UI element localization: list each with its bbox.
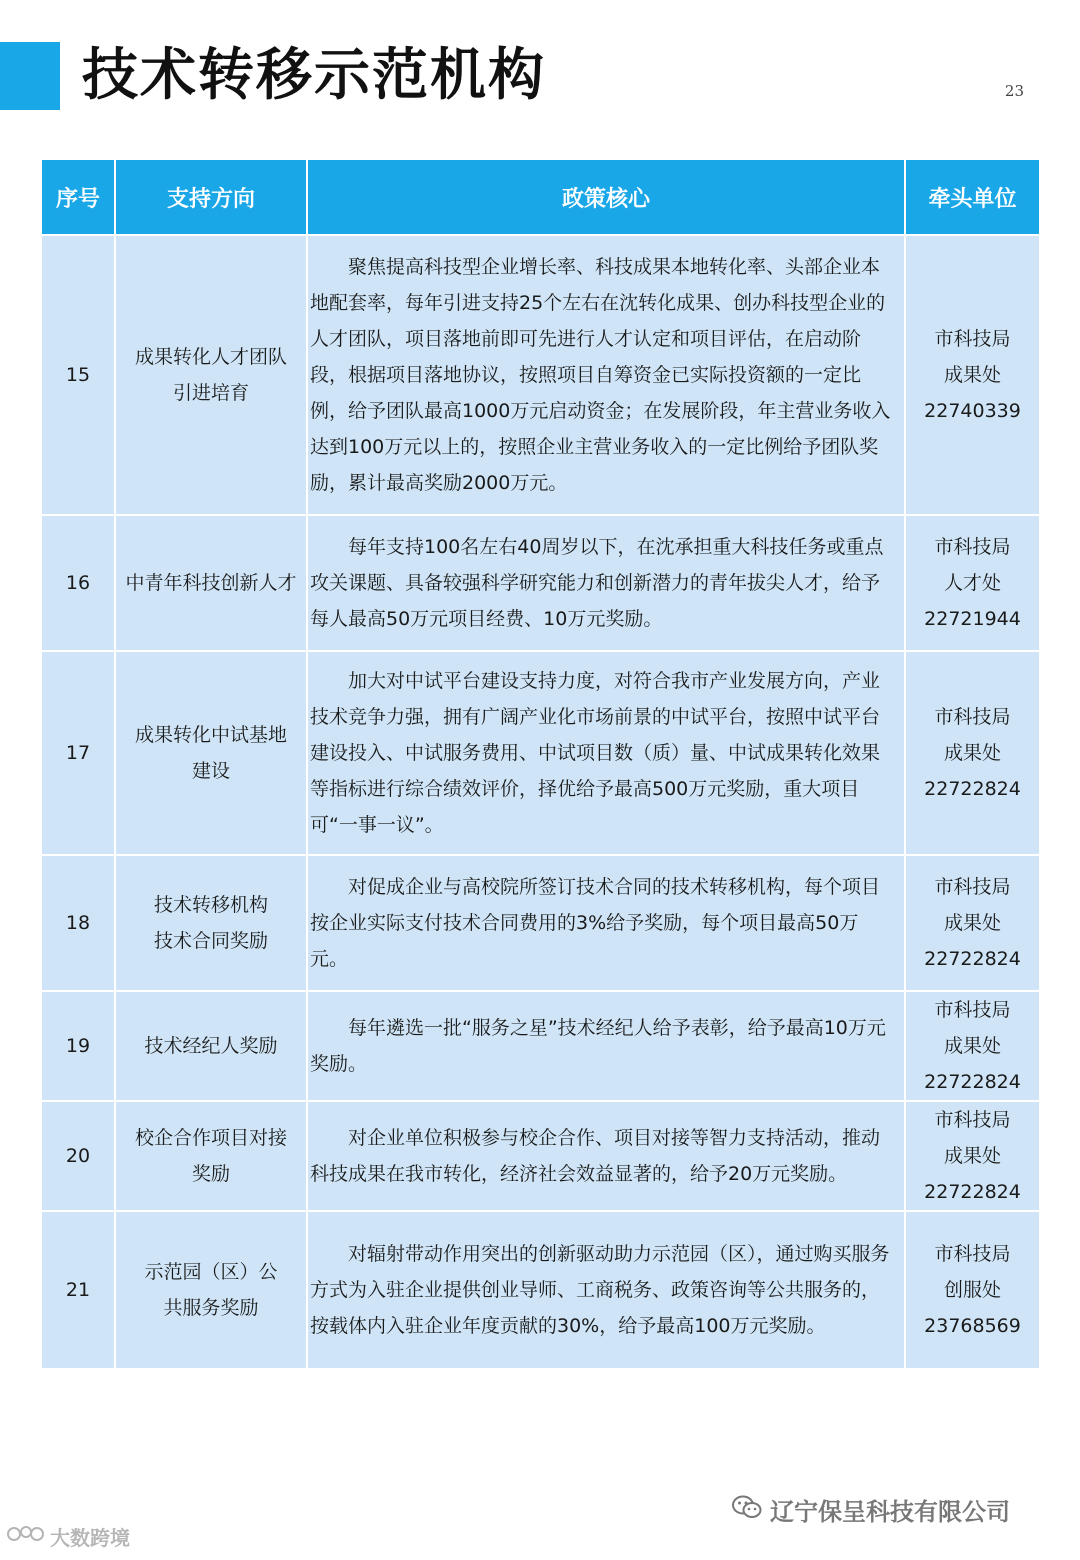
- row-number: 17: [41, 651, 115, 855]
- row-number: 15: [41, 235, 115, 515]
- row-lead-unit: [905, 1101, 1040, 1211]
- row-direction-text: 成果转化人才团队引进培育: [134, 346, 287, 404]
- row-direction: [115, 855, 307, 991]
- lead-office: 成果处: [943, 912, 1001, 934]
- row-policy-core: 每年支持100名左右40周岁以下，在沈承担重大科技任务或重点攻关课题、具备较强科学研究能力和创新潜力的青年拔尖人才，给予每人最高50万元项目经费、10万元奖励。: [307, 515, 905, 651]
- lead-office: 成果处: [943, 742, 1001, 764]
- lead-phone: 22721944: [924, 608, 1021, 630]
- table-row: [41, 855, 1040, 991]
- lead-bureau: 市科技局: [934, 1243, 1011, 1265]
- row-direction: [115, 515, 307, 651]
- row-lead-unit: [905, 991, 1040, 1101]
- lead-office: 成果处: [943, 364, 1001, 386]
- lead-bureau: 市科技局: [934, 706, 1011, 728]
- lead-office: 成果处: [943, 1145, 1001, 1167]
- lead-bureau: 市科技局: [934, 876, 1011, 898]
- lead-bureau: 市科技局: [934, 536, 1011, 558]
- row-direction-text: 校企合作项目对接奖励: [134, 1127, 287, 1185]
- wechat-account-name: 辽宁保呈科技有限公司: [770, 1498, 1010, 1526]
- row-number: 20: [41, 1101, 115, 1211]
- lead-office: 创服处: [943, 1279, 1001, 1301]
- wechat-icon: [732, 1494, 762, 1526]
- row-number: 19: [41, 991, 115, 1101]
- lead-office: 成果处: [943, 1035, 1001, 1057]
- table-row: [41, 1101, 1040, 1211]
- row-policy-core: 对企业单位积极参与校企合作、项目对接等智力支持活动，推动科技成果在我市转化，经济社会效益显著的，给予20万元奖励。: [307, 1101, 905, 1211]
- lead-phone: 22740339: [924, 400, 1021, 422]
- column-header-lead-unit: 牵头单位: [905, 159, 1040, 235]
- column-header-number: 序号: [41, 159, 115, 235]
- row-direction-text: 示范园（区）公共服务奖励: [144, 1261, 278, 1319]
- row-lead-unit: [905, 855, 1040, 991]
- row-direction: [115, 991, 307, 1101]
- row-number: 16: [41, 515, 115, 651]
- row-lead-unit: [905, 1211, 1040, 1369]
- lead-bureau: 市科技局: [934, 1109, 1011, 1131]
- lead-office: 人才处: [943, 572, 1001, 594]
- row-direction-text: 成果转化中试基地建设: [134, 724, 287, 782]
- column-header-direction: 支持方向: [115, 159, 307, 235]
- page-title: 技术转移示范机构: [82, 43, 546, 108]
- table-row: [41, 651, 1040, 855]
- row-direction-text: 技术转移机构技术合同奖励: [153, 894, 268, 952]
- column-header-policy-core: 政策核心: [307, 159, 905, 235]
- lead-phone: 22722824: [924, 1181, 1021, 1203]
- watermark-logo-icon: [6, 1522, 46, 1551]
- page-number: 23: [1004, 82, 1024, 100]
- row-lead-unit: [905, 651, 1040, 855]
- wechat-account-footer: [732, 1492, 1010, 1527]
- row-direction-text: 中青年科技创新人才: [125, 572, 297, 594]
- table-row: [41, 991, 1040, 1101]
- policy-table: [40, 158, 1041, 1370]
- watermark-text: 大数跨境: [50, 1526, 130, 1550]
- row-number: 21: [41, 1211, 115, 1369]
- table-header-row: [41, 159, 1040, 235]
- lead-phone: 23768569: [924, 1315, 1021, 1337]
- row-policy-core: 对辐射带动作用突出的创新驱动助力示范园（区），通过购买服务方式为入驻企业提供创业导师、工商税务、政策咨询等公共服务的，按载体内入驻企业年度贡献的30%，给予最高100万元奖励。: [307, 1211, 905, 1369]
- row-direction: [115, 1101, 307, 1211]
- title-accent-bar: [0, 42, 60, 110]
- row-direction-text: 技术经纪人奖励: [144, 1035, 278, 1057]
- row-policy-core: 加大对中试平台建设支持力度，对符合我市产业发展方向，产业技术竞争力强，拥有广阔产业化市场前景的中试平台，按照中试平台建设投入、中试服务费用、中试项目数（质）量、中试成果转化效果等指标进行综合绩效评价，择优给予最高500万元奖励，重大项目可“一事一议”。: [307, 651, 905, 855]
- lead-phone: 22722824: [924, 948, 1021, 970]
- table-row: [41, 1211, 1040, 1369]
- lead-bureau: 市科技局: [934, 328, 1011, 350]
- lead-bureau: 市科技局: [934, 999, 1011, 1021]
- row-policy-core: 对促成企业与高校院所签订技术合同的技术转移机构，每个项目按企业实际支付技术合同费用的3%给予奖励，每个项目最高50万元。: [307, 855, 905, 991]
- watermark: [6, 1522, 130, 1551]
- row-direction: [115, 1211, 307, 1369]
- table-row: [41, 235, 1040, 515]
- row-lead-unit: [905, 515, 1040, 651]
- lead-phone: 22722824: [924, 1071, 1021, 1093]
- row-lead-unit: [905, 235, 1040, 515]
- lead-phone: 22722824: [924, 778, 1021, 800]
- row-direction: [115, 651, 307, 855]
- row-direction: [115, 235, 307, 515]
- row-number: 18: [41, 855, 115, 991]
- row-policy-core: 每年遴选一批“服务之星”技术经纪人给予表彰，给予最高10万元奖励。: [307, 991, 905, 1101]
- table-row: [41, 515, 1040, 651]
- row-policy-core: 聚焦提高科技型企业增长率、科技成果本地转化率、头部企业本地配套率，每年引进支持25个左右在沈转化成果、创办科技型企业的人才团队，项目落地前即可先进行人才认定和项目评估，在启动阶段，根据项目落地协议，按照项目自筹资金已实际投资额的一定比例，给予团队最高1000万元启动资金；在发展阶段，年主营业务收入达到100万元以上的，按照企业主营业务收入的一定比例给予团队奖励，累计最高奖励2000万元。: [307, 235, 905, 515]
